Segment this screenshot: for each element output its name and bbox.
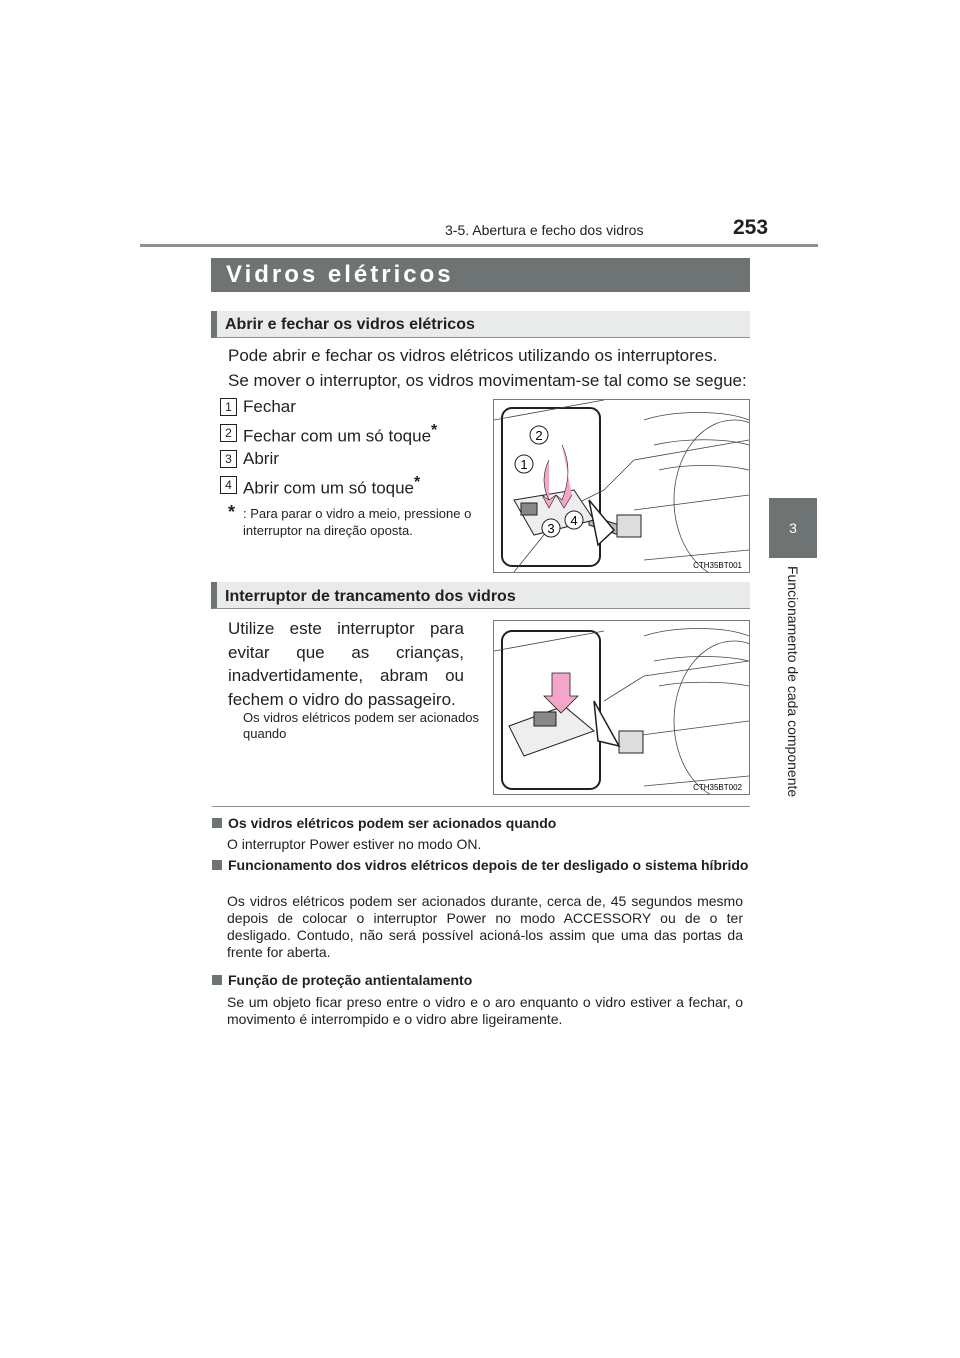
chapter-title-vertical: Funcionamento de cada componente	[785, 566, 801, 798]
list-item-label: Fechar	[243, 397, 296, 416]
section-heading: Interruptor de trancamento dos vidros	[225, 588, 516, 605]
intro-paragraph: Se mover o interruptor, os vidros movimentam-se tal como se segue:	[228, 371, 747, 390]
info-body: Os vidros elétricos podem ser acionados durante, cerca de, 45 segundos mesmo depois de colocar o interruptor Power no modo ACCESSORY ou de o ter desligado. Contudo, não será possível acioná-los assim que uma das portas da frente for aberta.	[227, 893, 743, 960]
callout-2: 2	[535, 428, 543, 443]
list-item-label: Abrir	[243, 449, 279, 468]
figure-code: CTH35BT001	[693, 561, 742, 570]
info-body: O interruptor Power estiver no modo ON.	[227, 836, 482, 852]
footnote-mark: *	[228, 502, 236, 522]
info-heading	[212, 972, 472, 988]
list-item	[243, 449, 279, 469]
item-number: 1	[220, 398, 237, 416]
item-number: 2	[220, 424, 237, 442]
square-bullet-icon	[212, 975, 222, 985]
item-number: 4	[220, 476, 237, 494]
page-title: Vidros elétricos	[226, 261, 454, 288]
figure-note: Os vidros elétricos podem ser acionados quando	[243, 710, 479, 741]
info-body: Se um objeto ficar preso entre o vidro e o aro enquanto o vidro estiver a fechar, o movimento é interrompido e o vidro abre ligeiramente.	[227, 994, 743, 1027]
running-header-section: 3-5. Abertura e fecho dos vidros	[445, 222, 644, 238]
item-number: 3	[220, 450, 237, 468]
list-item	[243, 397, 296, 417]
asterisk-mark: *	[414, 474, 421, 491]
figure-window-switches	[493, 399, 750, 573]
page-number: 253	[733, 216, 769, 239]
list-item	[243, 422, 437, 447]
square-bullet-icon	[212, 860, 222, 870]
lock-switch-description: Utilize este interruptor para evitar que as crianças, inadvertidamente, abram ou fechem o vidro do passageiro.	[228, 619, 464, 709]
info-heading	[212, 857, 750, 874]
info-heading-text: Função de proteção antientalamento	[228, 972, 473, 988]
chapter-tab: 3	[769, 498, 817, 558]
divider	[212, 806, 750, 807]
figure-lock-switch	[493, 620, 750, 795]
list-item	[243, 474, 420, 499]
section-heading: Abrir e fechar os vidros elétricos	[225, 316, 475, 333]
asterisk-mark: *	[431, 422, 438, 439]
callout-3: 3	[547, 521, 555, 536]
intro-paragraph: Pode abrir e fechar os vidros elétricos utilizando os interruptores.	[228, 346, 718, 365]
list-item-label: Abrir com um só toque	[243, 478, 415, 498]
callout-4: 4	[570, 513, 578, 528]
square-bullet-icon	[212, 818, 222, 828]
callout-1: 1	[520, 457, 528, 472]
info-heading	[212, 815, 556, 831]
header-rule	[140, 244, 818, 247]
footnote: : Para parar o vidro a meio, pressione o interruptor na direção oposta.	[243, 506, 472, 538]
list-item-label: Fechar com um só toque	[243, 426, 432, 446]
info-heading-text: Os vidros elétricos podem ser acionados quando	[228, 815, 557, 831]
info-heading-text: Funcionamento dos vidros elétricos depois de ter desligado o sistema híbrido	[228, 857, 749, 873]
figure-code: CTH35BT002	[693, 783, 742, 792]
